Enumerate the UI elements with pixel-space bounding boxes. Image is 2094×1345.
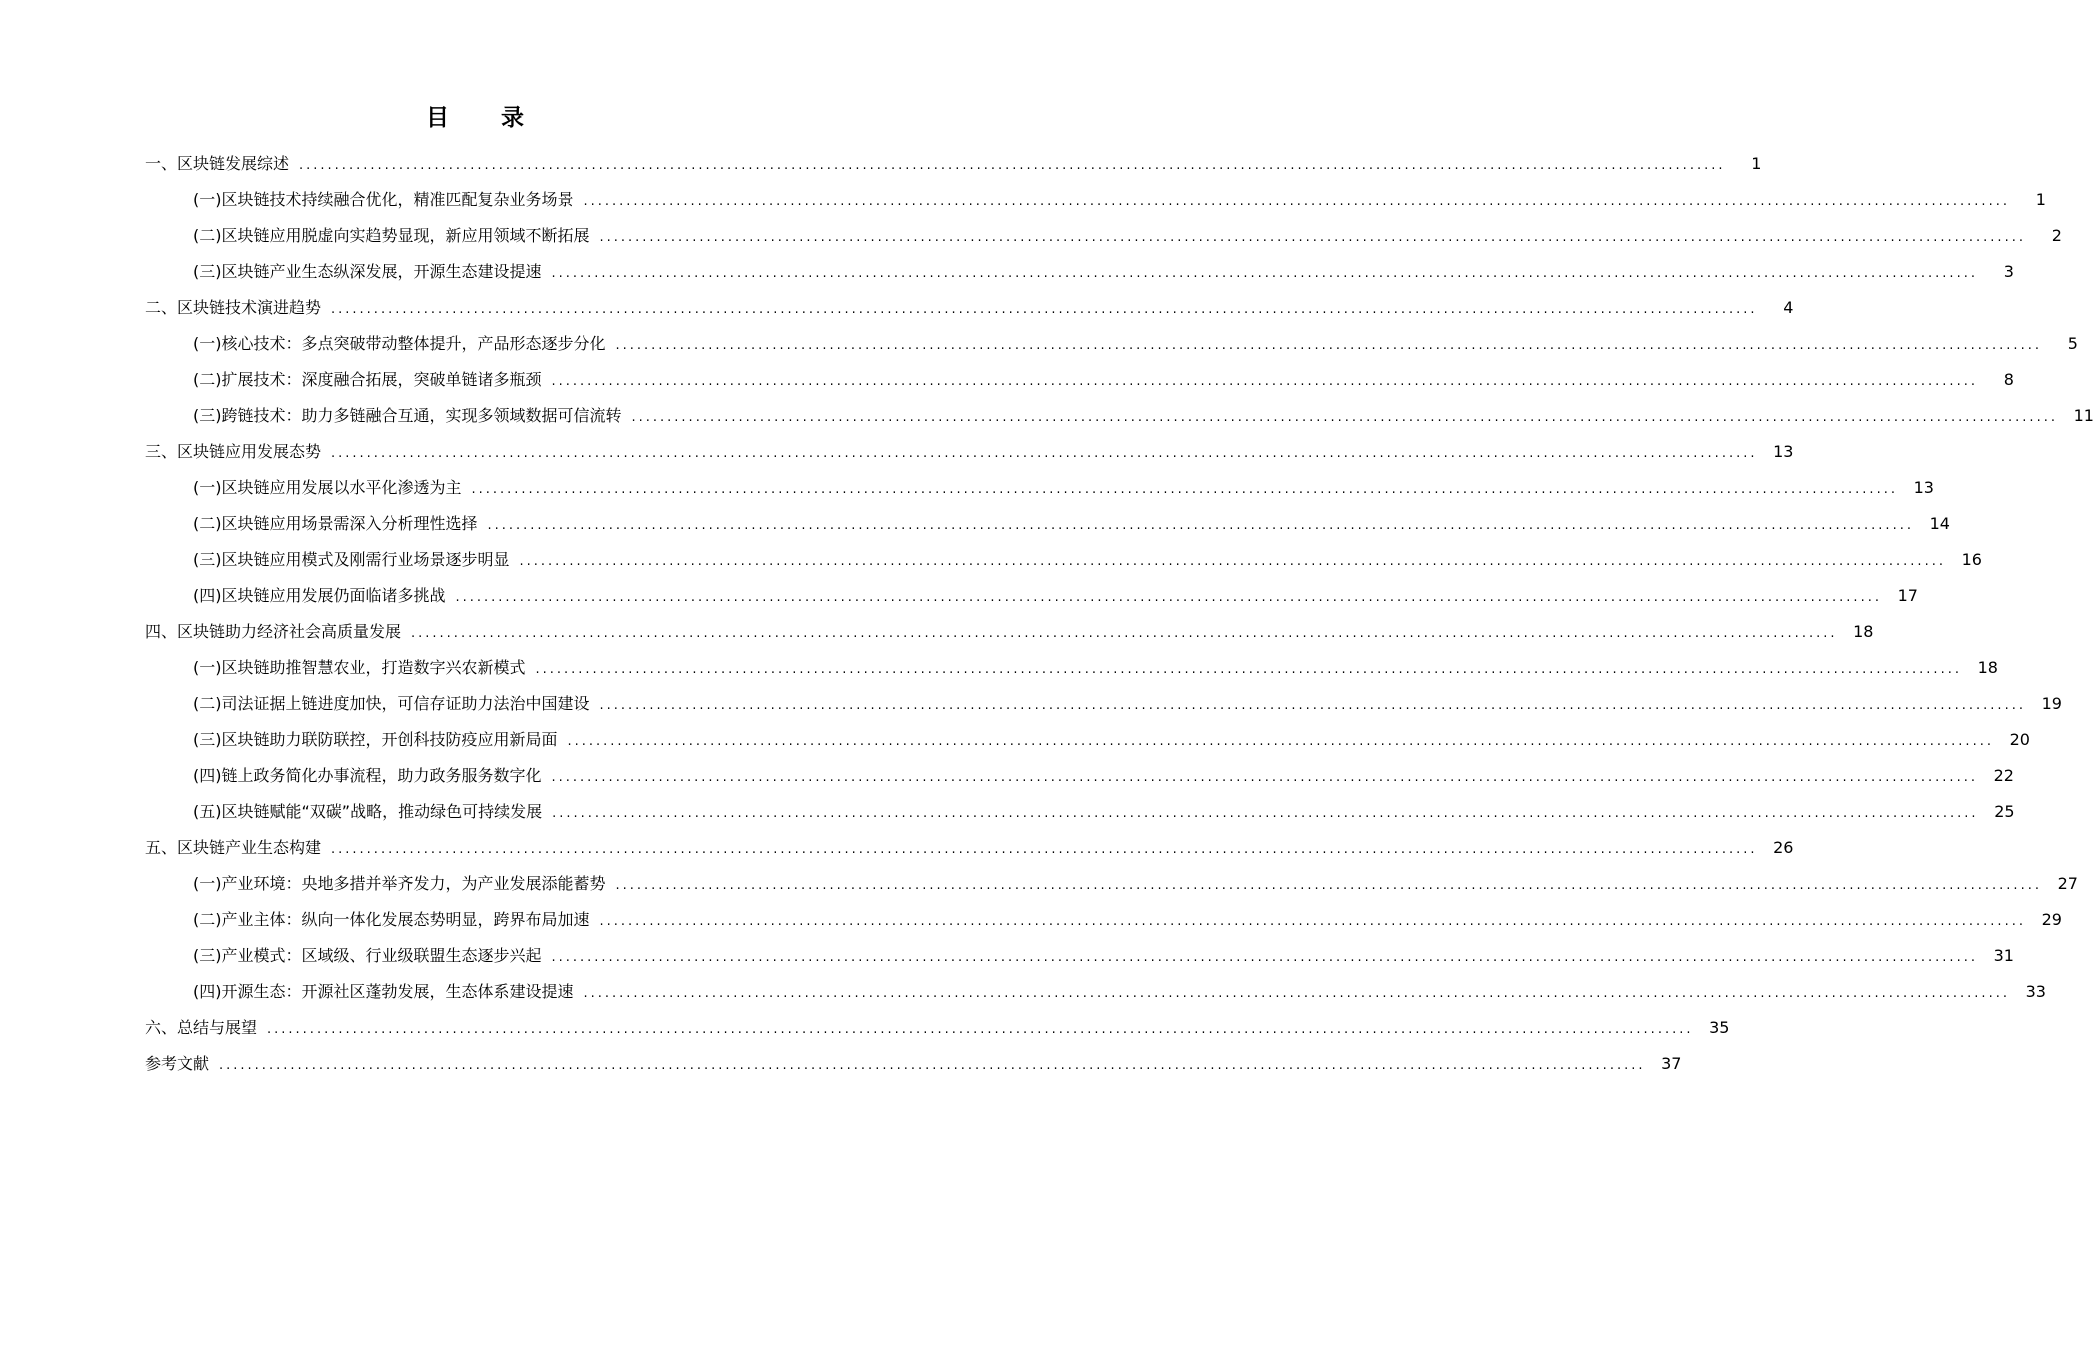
dot-leader: ........................................................................................................................................................................................................ — [599, 914, 2026, 929]
toc-entry[interactable] — [0, 506, 1950, 542]
toc-entry[interactable] — [0, 722, 2030, 758]
toc-page-number: 8 — [2003, 370, 2014, 389]
toc-page-number: 16 — [1961, 550, 1982, 569]
toc-page-number: 2 — [2051, 226, 2062, 245]
toc-page-number: 4 — [1783, 298, 1794, 317]
toc-entry-title: 一、区块链发展综述 — [145, 154, 290, 173]
dot-leader: ........................................................................................................................................................................................................ — [519, 554, 1946, 569]
toc-list — [0, 146, 2094, 1082]
dot-leader: ........................................................................................................................................................................................................ — [551, 266, 1978, 281]
toc-entry-title: (二)扩展技术：深度融合拓展，突破单链诸多瓶颈 — [193, 370, 542, 389]
dot-leader: ........................................................................................................................................................................................................ — [583, 194, 2010, 209]
toc-entry[interactable] — [0, 794, 2015, 830]
toc-entry[interactable] — [0, 182, 2046, 218]
dot-leader: ........................................................................................................................................................................................................ — [411, 626, 1838, 641]
toc-entry[interactable] — [0, 218, 2062, 254]
toc-page-number: 1 — [1751, 154, 1762, 173]
dot-leader: ........................................................................................................................................................................................................ — [299, 158, 1726, 173]
toc-entry-title: (二)区块链应用场景需深入分析理性选择 — [193, 514, 478, 533]
dot-leader: ........................................................................................................................................................................................................ — [615, 878, 2042, 893]
toc-page-number: 1 — [2035, 190, 2046, 209]
toc-entry-title: (一)核心技术：多点突破带动整体提升，产品形态逐步分化 — [193, 334, 606, 353]
dot-leader: ........................................................................................................................................................................................................ — [615, 338, 2042, 353]
toc-entry-title: (三)区块链产业生态纵深发展，开源生态建设提速 — [193, 262, 542, 281]
toc-entry-title: 三、区块链应用发展态势 — [145, 442, 322, 461]
toc-page-number: 26 — [1773, 838, 1794, 857]
dot-leader: ........................................................................................................................................................................................................ — [599, 230, 2026, 245]
toc-entry-title: 参考文献 — [145, 1054, 210, 1073]
toc-entry[interactable] — [0, 686, 2062, 722]
toc-entry[interactable] — [0, 146, 1762, 182]
toc-entry[interactable] — [0, 578, 1918, 614]
dot-leader: ........................................................................................................................................................................................................ — [535, 662, 1962, 677]
dot-leader: ........................................................................................................................................................................................................ — [331, 446, 1758, 461]
toc-page-number: 25 — [1994, 802, 2015, 821]
toc-page-number: 27 — [2057, 874, 2078, 893]
toc-entry[interactable] — [0, 614, 1874, 650]
dot-leader: ........................................................................................................................................................................................................ — [267, 1022, 1694, 1037]
toc-entry[interactable] — [0, 902, 2062, 938]
toc-entry[interactable] — [0, 542, 1982, 578]
toc-page-number: 14 — [1929, 514, 1950, 533]
toc-entry[interactable] — [0, 434, 1794, 470]
page-title: 目 录 — [425, 105, 546, 131]
toc-entry-title: (一)区块链应用发展以水平化渗透为主 — [193, 478, 462, 497]
toc-entry-title: 六、总结与展望 — [145, 1018, 258, 1037]
dot-leader: ........................................................................................................................................................................................................ — [331, 302, 1758, 317]
toc-page-number: 11 — [2073, 406, 2094, 425]
toc-page-number: 37 — [1661, 1054, 1682, 1073]
toc-entry-title: (三)跨链技术：助力多链融合互通，实现多领域数据可信流转 — [193, 406, 622, 425]
toc-entry-title: (三)产业模式：区域级、行业级联盟生态逐步兴起 — [193, 946, 542, 965]
toc-entry-title: (四)开源生态：开源社区蓬勃发展，生态体系建设提速 — [193, 982, 574, 1001]
dot-leader: ........................................................................................................................................................................................................ — [599, 698, 2026, 713]
toc-page-number: 33 — [2025, 982, 2046, 1001]
toc-entry[interactable] — [0, 866, 2078, 902]
toc-entry-title: 五、区块链产业生态构建 — [145, 838, 322, 857]
dot-leader: ........................................................................................................................................................................................................ — [455, 590, 1882, 605]
dot-leader: ........................................................................................................................................................................................................ — [567, 734, 1994, 749]
dot-leader: ........................................................................................................................................................................................................ — [583, 986, 2010, 1001]
toc-entry[interactable] — [0, 974, 2046, 1010]
toc-page-number: 29 — [2041, 910, 2062, 929]
dot-leader: ........................................................................................................................................................................................................ — [631, 410, 2058, 425]
toc-page-number: 3 — [2003, 262, 2014, 281]
dot-leader: ........................................................................................................................................................................................................ — [487, 518, 1914, 533]
toc-entry[interactable] — [0, 938, 2014, 974]
toc-page-number: 13 — [1773, 442, 1794, 461]
toc-entry[interactable] — [0, 758, 2014, 794]
toc-entry[interactable] — [0, 470, 1934, 506]
dot-leader: ........................................................................................................................................................................................................ — [471, 482, 1898, 497]
toc-entry-title: (一)区块链技术持续融合优化，精准匹配复杂业务场景 — [193, 190, 574, 209]
toc-page-number: 22 — [1993, 766, 2014, 785]
toc-entry[interactable] — [0, 830, 1794, 866]
toc-entry[interactable] — [0, 254, 2014, 290]
dot-leader: ........................................................................................................................................................................................................ — [219, 1058, 1646, 1073]
toc-page-number: 19 — [2041, 694, 2062, 713]
toc-entry[interactable] — [0, 362, 2014, 398]
toc-entry[interactable] — [0, 650, 1998, 686]
dot-leader: ........................................................................................................................................................................................................ — [551, 770, 1978, 785]
toc-entry[interactable] — [0, 1046, 1682, 1082]
toc-entry[interactable] — [0, 290, 1794, 326]
toc-entry-title: (四)链上政务简化办事流程，助力政务服务数字化 — [193, 766, 542, 785]
toc-page-number: 5 — [2067, 334, 2078, 353]
toc-entry-title: (三)区块链应用模式及刚需行业场景逐步明显 — [193, 550, 510, 569]
toc-page-number: 18 — [1977, 658, 1998, 677]
toc-page-number: 18 — [1853, 622, 1874, 641]
toc-entry-title: (二)区块链应用脱虚向实趋势显现，新应用领域不断拓展 — [193, 226, 590, 245]
toc-page-number: 17 — [1897, 586, 1918, 605]
toc-entry-title: (一)产业环境：央地多措并举齐发力，为产业发展添能蓄势 — [193, 874, 606, 893]
toc-entry[interactable] — [0, 398, 2094, 434]
dot-leader: ........................................................................................................................................................................................................ — [551, 374, 1978, 389]
toc-page-number: 13 — [1913, 478, 1934, 497]
toc-entry-title: (二)产业主体：纵向一体化发展态势明显，跨界布局加速 — [193, 910, 590, 929]
toc-entry-title: (二)司法证据上链进度加快，可信存证助力法治中国建设 — [193, 694, 590, 713]
toc-page-number: 35 — [1709, 1018, 1730, 1037]
dot-leader: ........................................................................................................................................................................................................ — [552, 806, 1979, 821]
toc-entry-title: (五)区块链赋能“双碳”战略，推动绿色可持续发展 — [193, 802, 543, 821]
toc-entry-title: (一)区块链助推智慧农业，打造数字兴农新模式 — [193, 658, 526, 677]
toc-page-number: 31 — [1993, 946, 2014, 965]
toc-entry[interactable] — [0, 326, 2078, 362]
toc-entry-title: (四)区块链应用发展仍面临诸多挑战 — [193, 586, 446, 605]
toc-entry-title: (三)区块链助力联防联控，开创科技防疫应用新局面 — [193, 730, 558, 749]
toc-page-number: 20 — [2009, 730, 2030, 749]
toc-entry-title: 二、区块链技术演进趋势 — [145, 298, 322, 317]
dot-leader: ........................................................................................................................................................................................................ — [331, 842, 1758, 857]
dot-leader: ........................................................................................................................................................................................................ — [551, 950, 1978, 965]
toc-entry-title: 四、区块链助力经济社会高质量发展 — [145, 622, 402, 641]
toc-entry[interactable] — [0, 1010, 1730, 1046]
